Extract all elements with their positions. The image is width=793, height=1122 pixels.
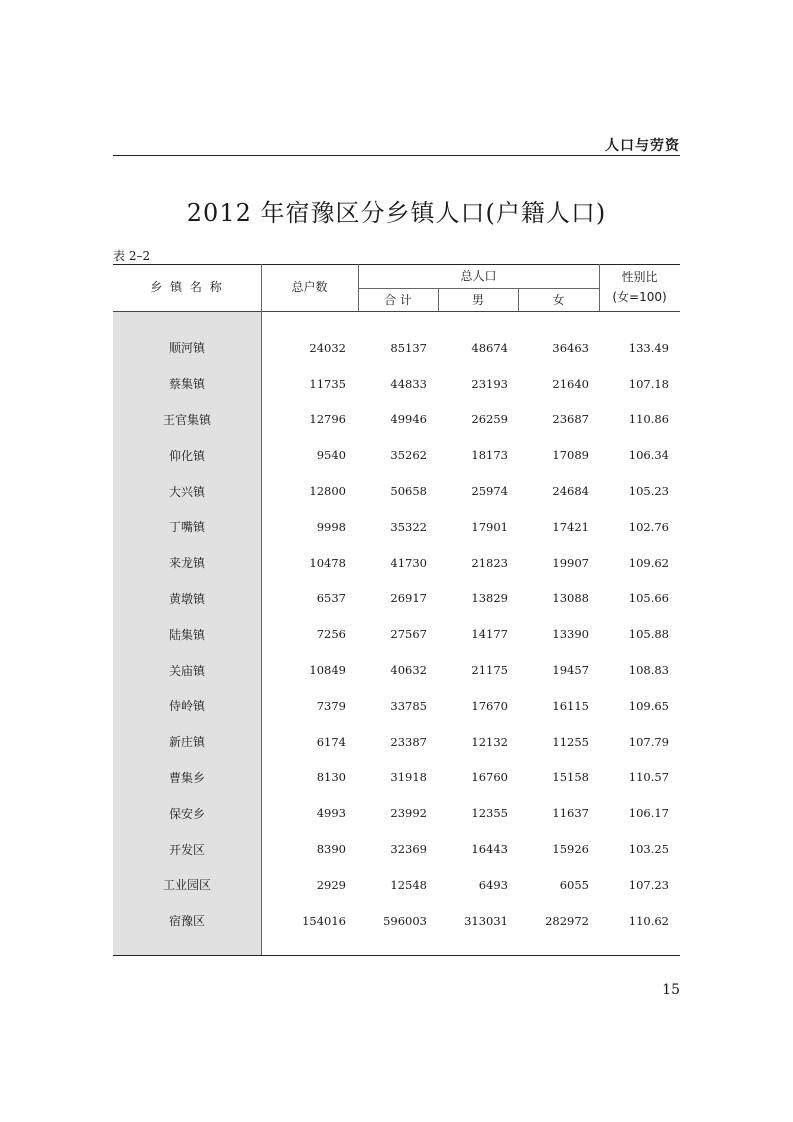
sex-ratio-value: 106.34 bbox=[628, 448, 669, 463]
sex-ratio-value: 105.88 bbox=[628, 627, 669, 642]
households-value: 11735 bbox=[309, 376, 346, 391]
total-value: 50658 bbox=[390, 484, 427, 499]
table-row bbox=[113, 867, 680, 903]
header-total: 合 计 bbox=[384, 293, 412, 307]
male-value: 12132 bbox=[471, 734, 508, 749]
female-value: 23687 bbox=[552, 412, 589, 427]
town-name: 王官集镇 bbox=[162, 412, 211, 427]
female-value: 17421 bbox=[552, 519, 589, 534]
header-female: 女 bbox=[552, 293, 565, 307]
total-value: 40632 bbox=[390, 663, 427, 678]
town-name: 侍岭镇 bbox=[168, 699, 205, 714]
households-value: 8130 bbox=[316, 770, 346, 785]
female-value: 13390 bbox=[552, 627, 589, 642]
header-bottom-rule bbox=[113, 311, 680, 312]
households-value: 9540 bbox=[316, 448, 346, 463]
table-number: 表 2–2 bbox=[113, 249, 151, 263]
table-row bbox=[113, 688, 680, 724]
female-value: 11255 bbox=[552, 734, 589, 749]
male-value: 25974 bbox=[471, 484, 508, 499]
total-value: 32369 bbox=[390, 842, 427, 857]
female-value: 6055 bbox=[559, 877, 589, 892]
male-value: 16443 bbox=[471, 842, 508, 857]
male-value: 14177 bbox=[471, 627, 508, 642]
table-body bbox=[113, 330, 680, 939]
households-value: 10478 bbox=[309, 555, 346, 570]
town-name: 开发区 bbox=[168, 842, 205, 857]
sex-ratio-value: 108.83 bbox=[628, 663, 669, 678]
total-value: 33785 bbox=[390, 698, 427, 713]
female-value: 19907 bbox=[552, 555, 589, 570]
table-row bbox=[113, 330, 680, 366]
female-value: 21640 bbox=[552, 376, 589, 391]
households-value: 12796 bbox=[309, 412, 346, 427]
households-value: 6174 bbox=[316, 734, 346, 749]
female-value: 282972 bbox=[545, 913, 589, 928]
total-value: 23992 bbox=[390, 806, 427, 821]
households-value: 2929 bbox=[316, 877, 346, 892]
female-value: 36463 bbox=[552, 340, 589, 355]
sex-ratio-value: 107.18 bbox=[628, 376, 669, 391]
households-value: 9998 bbox=[316, 519, 346, 534]
table-row bbox=[113, 473, 680, 509]
town-name: 保安乡 bbox=[168, 806, 205, 821]
sex-ratio-value: 107.79 bbox=[628, 734, 669, 749]
total-value: 31918 bbox=[390, 770, 427, 785]
total-value: 44833 bbox=[390, 376, 427, 391]
table-row bbox=[113, 760, 680, 796]
female-value: 17089 bbox=[552, 448, 589, 463]
table-row bbox=[113, 795, 680, 831]
sex-ratio-value: 106.17 bbox=[628, 806, 669, 821]
total-value: 596003 bbox=[383, 913, 427, 928]
sex-ratio-value: 110.57 bbox=[628, 770, 669, 785]
male-value: 12355 bbox=[471, 806, 508, 821]
total-value: 26917 bbox=[390, 591, 427, 606]
page-title: 2012 年宿豫区分乡镇人口(户籍人口) bbox=[186, 199, 607, 227]
town-name: 曹集乡 bbox=[168, 770, 205, 785]
table-row bbox=[113, 652, 680, 688]
female-value: 19457 bbox=[552, 663, 589, 678]
households-value: 8390 bbox=[316, 842, 346, 857]
table-row bbox=[113, 616, 680, 652]
female-value: 24684 bbox=[552, 484, 589, 499]
town-name: 黄墩镇 bbox=[168, 591, 205, 606]
table-row bbox=[113, 831, 680, 867]
male-value: 23193 bbox=[471, 376, 508, 391]
households-value: 12800 bbox=[309, 484, 346, 499]
male-value: 26259 bbox=[471, 412, 508, 427]
total-value: 41730 bbox=[390, 555, 427, 570]
table-row bbox=[113, 903, 680, 939]
female-value: 15158 bbox=[552, 770, 589, 785]
sex-ratio-value: 110.62 bbox=[628, 913, 669, 928]
households-value: 7256 bbox=[316, 627, 346, 642]
sex-ratio-value: 133.49 bbox=[628, 340, 669, 355]
total-value: 35262 bbox=[390, 448, 427, 463]
households-value: 154016 bbox=[302, 913, 346, 928]
female-value: 16115 bbox=[552, 698, 589, 713]
total-value: 27567 bbox=[390, 627, 427, 642]
total-value: 85137 bbox=[390, 340, 427, 355]
header-households: 总户数 bbox=[291, 280, 328, 294]
table-row bbox=[113, 509, 680, 545]
header-name: 乡 镇 名 称 bbox=[150, 280, 224, 294]
households-value: 4993 bbox=[316, 806, 346, 821]
male-value: 17670 bbox=[471, 698, 508, 713]
town-name: 仰化镇 bbox=[168, 448, 205, 463]
header-sex-ratio-note: (女=100) bbox=[612, 290, 667, 304]
sex-ratio-value: 102.76 bbox=[628, 519, 669, 534]
households-value: 10849 bbox=[309, 663, 346, 678]
male-value: 313031 bbox=[464, 913, 508, 928]
sex-ratio-value: 109.62 bbox=[628, 555, 669, 570]
table-top-rule bbox=[113, 264, 680, 265]
female-value: 15926 bbox=[552, 842, 589, 857]
sex-ratio-value: 107.23 bbox=[628, 877, 669, 892]
town-name: 顺河镇 bbox=[168, 341, 205, 356]
total-value: 49946 bbox=[390, 412, 427, 427]
table-bottom-rule bbox=[113, 955, 680, 956]
header-sex-ratio: 性别比 bbox=[621, 270, 658, 284]
female-value: 11637 bbox=[552, 806, 589, 821]
town-name: 新庄镇 bbox=[168, 735, 205, 750]
sex-ratio-value: 110.86 bbox=[628, 412, 669, 427]
male-value: 18173 bbox=[471, 448, 508, 463]
running-head: 人口与劳资 bbox=[605, 138, 680, 154]
page-number: 15 bbox=[662, 982, 680, 998]
households-value: 6537 bbox=[316, 591, 346, 606]
town-name: 蔡集镇 bbox=[168, 377, 205, 392]
town-name: 关庙镇 bbox=[168, 663, 205, 678]
header-rule bbox=[113, 155, 680, 156]
subheader-rule bbox=[358, 288, 599, 289]
total-value: 23387 bbox=[390, 734, 427, 749]
town-name: 来龙镇 bbox=[168, 556, 205, 571]
sex-ratio-value: 105.66 bbox=[628, 591, 669, 606]
male-value: 48674 bbox=[471, 340, 508, 355]
town-name: 工业园区 bbox=[162, 878, 211, 893]
town-name: 宿豫区 bbox=[168, 914, 205, 929]
table-row bbox=[113, 545, 680, 581]
town-name: 丁嘴镇 bbox=[168, 520, 205, 535]
town-name: 陆集镇 bbox=[168, 627, 205, 642]
households-value: 24032 bbox=[309, 340, 346, 355]
header-total-population: 总人口 bbox=[460, 269, 497, 283]
table-row bbox=[113, 437, 680, 473]
male-value: 6493 bbox=[478, 877, 508, 892]
town-name: 大兴镇 bbox=[168, 484, 205, 499]
sex-ratio-value: 109.65 bbox=[628, 698, 669, 713]
table-row bbox=[113, 724, 680, 760]
total-value: 12548 bbox=[390, 877, 427, 892]
table-row bbox=[113, 581, 680, 617]
male-value: 16760 bbox=[471, 770, 508, 785]
total-value: 35322 bbox=[390, 519, 427, 534]
male-value: 21823 bbox=[471, 555, 508, 570]
sex-ratio-value: 105.23 bbox=[628, 484, 669, 499]
male-value: 21175 bbox=[471, 663, 508, 678]
table-row bbox=[113, 402, 680, 438]
households-value: 7379 bbox=[316, 698, 346, 713]
table-row bbox=[113, 366, 680, 402]
male-value: 13829 bbox=[471, 591, 508, 606]
female-value: 13088 bbox=[552, 591, 589, 606]
header-male: 男 bbox=[471, 293, 484, 307]
male-value: 17901 bbox=[471, 519, 508, 534]
sex-ratio-value: 103.25 bbox=[628, 842, 669, 857]
